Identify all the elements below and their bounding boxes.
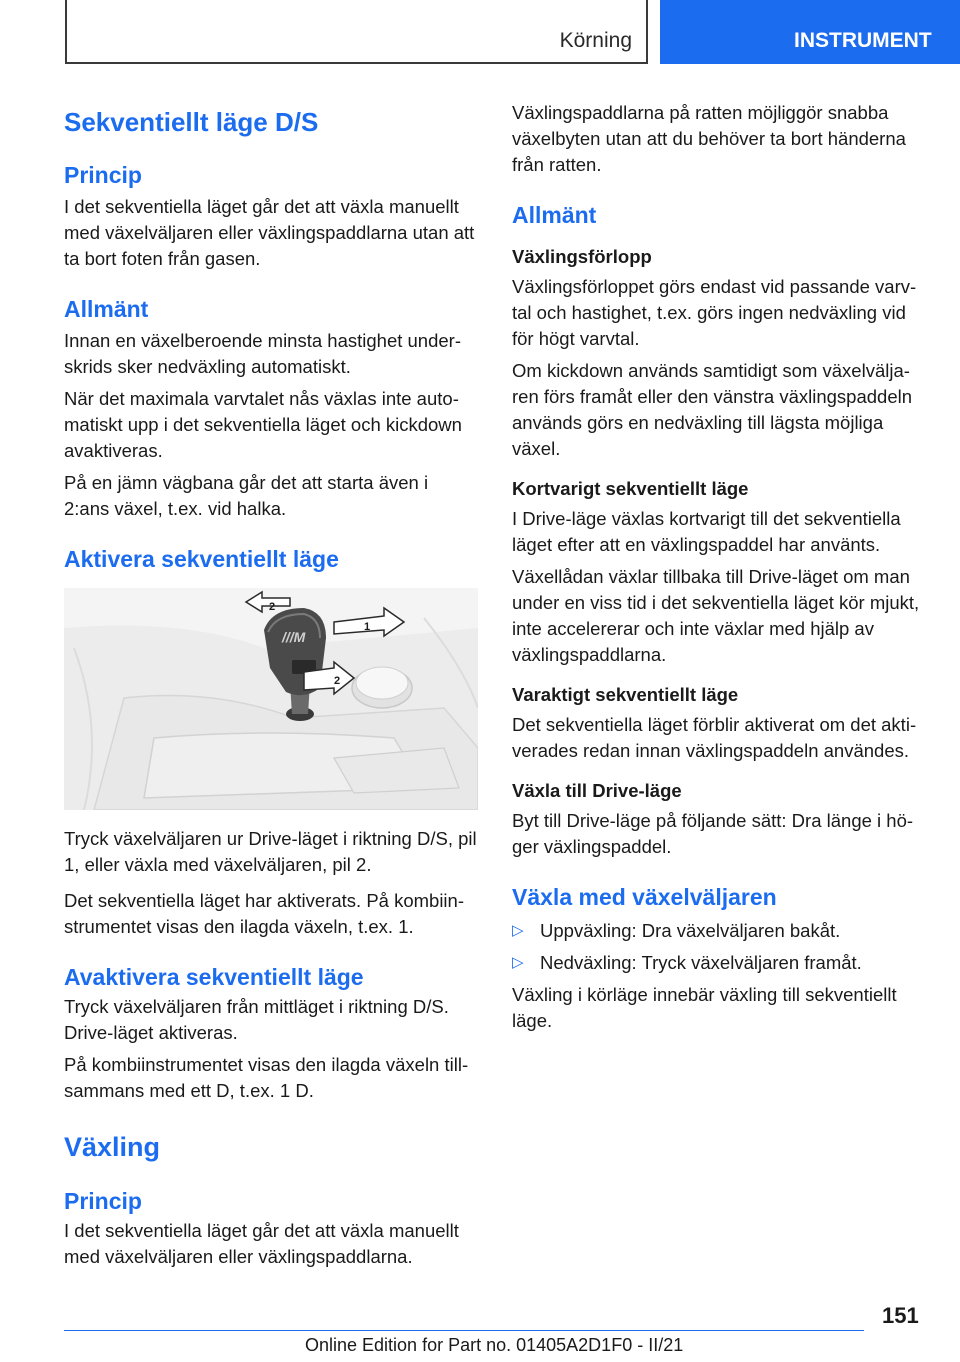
shifting-principle-heading: Princip: [64, 1188, 142, 1214]
figure-arrow-2-top-label: 2: [269, 601, 276, 613]
to-drive-heading: Växla till Drive-läge: [512, 780, 682, 801]
list-item-text: Uppväxling: Dra växelväljaren bakåt.: [540, 920, 841, 941]
left-column: [64, 100, 478, 1270]
to-drive-text: Byt till Drive-läge på följande sätt: Dra länge i höger växlingspaddel.: [512, 810, 914, 857]
permanent-sequential-heading: Varaktigt sekventiellt läge: [512, 684, 739, 705]
short-sequential-text-2: Växellådan växlar tillbaka till Drive-läget om man under en viss tid i det sekventiella läget kör mjukt, inte accelererar och inte växlar med hjälp av växlingspaddlarna.: [512, 566, 920, 665]
figure-arrow-1-label: 1: [364, 621, 371, 633]
right-column: [512, 100, 926, 1034]
shifting-heading: Växling: [64, 1132, 161, 1162]
gear-selector-illustration: [64, 588, 478, 810]
footer-edition: Online Edition for Part no. 01405A2D1F0 - II/21: [305, 1335, 684, 1355]
footer-divider: [64, 1330, 864, 1331]
principle-text: I det sekventiella läget går det att växla manuellt med växelväljaren eller växlingspaddlarna utan att ta bort foten från gasen.: [64, 196, 475, 269]
general-text-3: På en jämn vägbana går det att starta även i 2:ans växel, t.ex. vid halka.: [64, 472, 429, 519]
paddles-intro-text: Växlingspaddlarna på ratten möjliggör snabba växelbyten utan att du behöver ta bort händerna från ratten.: [512, 102, 906, 175]
list-item: [512, 918, 926, 944]
header-section-tab: [65, 0, 648, 64]
short-sequential-heading: Kortvarigt sekventiellt läge: [512, 478, 749, 499]
header-chapter-label: INSTRUMENT: [794, 29, 932, 52]
selector-heading: Växla med växelväljaren: [512, 884, 777, 910]
right-general-heading: Allmänt: [512, 202, 597, 228]
triangle-bullet-icon: ▷: [512, 954, 524, 971]
triangle-bullet-icon: ▷: [512, 922, 524, 939]
svg-text:///M: ///M: [282, 629, 306, 645]
deactivate-heading: Avaktivera sekventiellt läge: [64, 964, 364, 990]
list-item: [512, 950, 926, 976]
gear-selector-figure: [64, 588, 478, 810]
general-text-2: När det maximala varvtalet nås växlas inte automatiskt upp i det sekventiella läget och kickdown avaktiveras.: [64, 388, 462, 461]
header-section-label: Körning: [559, 29, 632, 52]
short-sequential-text-1: I Drive-läge växlas kortvarigt till det sekventiella läget efter att en växlingspaddel har använts.: [512, 508, 901, 555]
figure-arrow-2-bottom-label: 2: [334, 675, 341, 687]
general-text-1: Innan en växelberoende minsta hastighet underskrids sker nedväxling automatiskt.: [64, 330, 462, 377]
permanent-sequential-text: Det sekventiella läget förblir aktiverat om det aktiverades redan innan växlingspaddeln användes.: [512, 714, 917, 761]
header-chapter-tab: [660, 0, 960, 64]
shift-procedure-heading: Växlingsförlopp: [512, 246, 652, 267]
activate-text-1: Tryck växelväljaren ur Drive-läget i riktning D/S, pil 1, eller växla med växelväljaren, pil 2.: [64, 828, 477, 875]
deactivate-text-2: På kombiinstrumentet visas den ilagda växeln tillsammans med ett D, t.ex. 1 D.: [64, 1054, 469, 1101]
shift-procedure-text-1: Växlingsförloppet görs endast vid passande varvtal och hastighet, t.ex. görs ingen nedväxling vid för högt varvtal.: [512, 276, 917, 349]
shifting-principle-text: I det sekventiella läget går det att växla manuellt med växelväljaren eller växlingspaddlarna.: [64, 1220, 459, 1267]
list-item-text: Nedväxling: Tryck växelväljaren framåt.: [540, 952, 862, 973]
selector-text: Växling i körläge innebär växling till sekventiellt läge.: [512, 984, 897, 1031]
page-title: Sekventiellt läge D/S: [64, 107, 319, 137]
principle-heading: Princip: [64, 162, 142, 188]
deactivate-text-1: Tryck växelväljaren från mittläget i riktning D/S. Drive-läget aktiveras.: [64, 996, 449, 1043]
activate-heading: Aktivera sekventiellt läge: [64, 546, 339, 572]
activate-text-2: Det sekventiella läget har aktiverats. På kombiinstrumentet visas den ilagda växeln, t.ex. 1.: [64, 890, 465, 937]
page-number: 151: [882, 1303, 919, 1328]
general-heading: Allmänt: [64, 296, 149, 322]
shift-procedure-text-2: Om kickdown används samtidigt som växelväljaren förs framåt eller den vänstra växlingspaddeln används görs en nedväxling till lägsta möjliga växel.: [512, 360, 913, 459]
